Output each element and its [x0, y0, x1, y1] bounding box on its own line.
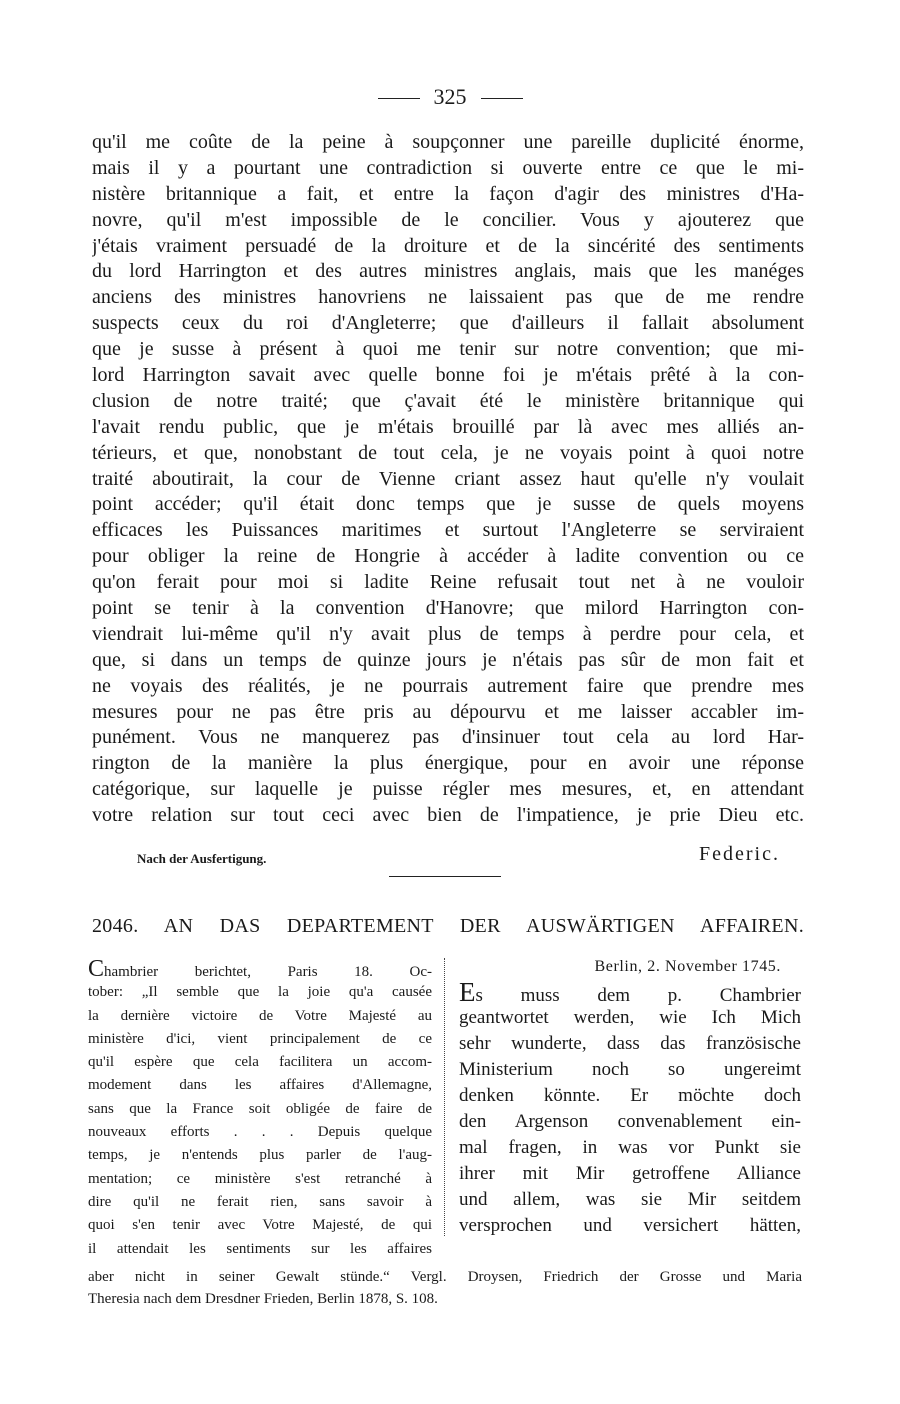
text-line: lord Harrington savait avec quelle bonne foi je m'étais prêté à la con-: [92, 364, 804, 387]
text-line: nistère britannique a fait, et entre la façon d'agir des ministres d'Ha-: [92, 182, 804, 205]
reply-line: Ministerium noch so ungereimt: [459, 1059, 801, 1080]
text-line: efficaces les Puissances maritimes et surtout l'Angleterre se serviraient: [92, 519, 804, 542]
footnote-line: Theresia nach dem Dresdner Frieden, Berlin 1878, S. 108.: [88, 1291, 438, 1307]
source-note: Nach der Ausfertigung.: [137, 851, 267, 866]
summary-line: il attendait les sentiments sur les affaires: [88, 1240, 432, 1257]
page-number-row: [0, 84, 900, 110]
text-line: qu'il me coûte de la peine à soupçonner une pareille duplicité énorme,: [92, 131, 804, 153]
footnote: [88, 1266, 802, 1310]
text-line: l'avait rendu public, que je m'étais brouillé par là avec mes alliés an-: [92, 415, 804, 438]
text-line: térieurs, et que, nonobstant de tout cela, je ne voyais point à quoi notre: [92, 441, 804, 464]
summary-line: la dernière victoire de Votre Majesté au: [88, 1007, 432, 1024]
reply-line: sehr wunderte, dass das französische: [459, 1033, 801, 1054]
text-line: pour obliger la reine de Hongrie à accéder à ladite convention ou ce: [92, 545, 804, 568]
reply-line: und allem, was sie Mir seitdem: [459, 1189, 801, 1210]
reply-line: den Argenson convenablement ein-: [459, 1111, 801, 1132]
text-line: ne voyais des réalités, je ne pourrais autrement faire que prendre mes: [92, 674, 804, 697]
text-line: votre relation sur tout ceci avec bien de l'impatience, je prie Dieu etc.: [92, 804, 804, 827]
summary-line: Chambrier berichtet, Paris 18. Oc-: [88, 958, 432, 982]
dateline: Berlin, 2. November 1745.: [594, 958, 781, 975]
text-line: point se tenir à la convention d'Hanovre; que milord Harrington con-: [92, 597, 804, 620]
page-number: 325: [433, 84, 467, 109]
document-heading: 2046. AN DAS DEPARTEMENT DER AUSWÄRTIGEN AFFAIREN.: [92, 915, 804, 937]
summary-line: quoi s'en tenir avec Votre Majesté, de qui: [88, 1217, 432, 1234]
text-line: viendrait lui-même qu'il n'y avait plus de temps à perdre pour cela, et: [92, 622, 804, 645]
text-line: mesures pour ne pas être pris au dépourvu et me laisser accabler im-: [92, 700, 804, 723]
summary-line: dire qu'il ne ferait rien, sans savoir à: [88, 1193, 432, 1210]
text-line: punément. Vous ne manquerez pas d'insinuer tout cela au lord Har-: [92, 726, 804, 749]
text-line: j'étais vraiment persuadé de la droiture et de la sincérité des sentiments: [92, 234, 804, 257]
reply-line: ihrer mit Mir getroffene Alliance: [459, 1163, 801, 1184]
page-number-dash-left: [378, 98, 420, 99]
text-line: que je susse à présent à quoi me tenir sur notre convention; que mi-: [92, 338, 804, 361]
text-line: suspects ceux du roi d'Angleterre; que d'ailleurs il fallait absolument: [92, 312, 804, 335]
reply-line: Es muss dem p. Chambrier: [459, 979, 801, 1005]
main-letter-text: [92, 130, 804, 829]
reply-line: geantwortet werden, wie Ich Mich: [459, 1007, 801, 1028]
text-line: du lord Harrington et des autres ministres anglais, mais que les manéges: [92, 260, 804, 283]
column-divider: [444, 958, 445, 1236]
text-line: anciens des ministres hanovriens ne laissaient pas que de me rendre: [92, 286, 804, 309]
summary-line: temps, je n'entends plus parler de l'aug-: [88, 1147, 432, 1164]
text-line: que, si dans un temps de quinze jours je n'étais pas sûr de mon fait et: [92, 648, 804, 671]
text-line: qu'on ferait pour moi si ladite Reine refusait tout net à ne vouloir: [92, 571, 804, 594]
reply-column: [459, 955, 801, 1239]
summary-line: ministère d'ici, vient principalement de ce: [88, 1030, 432, 1047]
page-number-dash-right: [481, 98, 523, 99]
signature-row: [137, 843, 780, 873]
report-summary-column: [88, 958, 432, 1261]
summary-line: modement dans les affaires d'Allemagne,: [88, 1077, 432, 1094]
summary-line: nouveaux efforts . . . Depuis quelque: [88, 1124, 432, 1141]
summary-line: qu'il espère que cela facilitera un accom-: [88, 1054, 432, 1071]
reply-line: denken könnte. Er möchte doch: [459, 1085, 801, 1106]
summary-line: tober: „Il semble que la joie qu'a causée: [88, 984, 432, 1001]
summary-line: mentation; ce ministère s'est retranché à: [88, 1170, 432, 1187]
text-line: catégorique, sur laquelle je puisse régler mes mesures, et, en attendant: [92, 778, 804, 801]
summary-line: sans que la France soit obligée de faire de: [88, 1100, 432, 1117]
text-line: novre, qu'il m'est impossible de le concilier. Vous y ajouterez que: [92, 208, 804, 231]
text-line: point accéder; qu'il était donc temps que je susse de quels moyens: [92, 493, 804, 516]
text-line: rington de la manière la plus énergique, pour en avoir une réponse: [92, 752, 804, 775]
text-line: mais il y a pourtant une contradiction si ouverte entre ce que le mi-: [92, 156, 804, 179]
text-line: traité aboutirait, la cour de Vienne criant assez haut qu'elle n'y voulait: [92, 467, 804, 490]
footnote-line: aber nicht in seiner Gewalt stünde.“ Vergl. Droysen, Friedrich der Grosse und Maria: [88, 1269, 802, 1285]
signature-name: Federic.: [699, 843, 780, 865]
reply-line: mal fragen, in was vor Punkt sie: [459, 1137, 801, 1158]
section-separator: [389, 876, 501, 877]
text-line: clusion de notre traité; que ç'avait été le ministère britannique qui: [92, 389, 804, 412]
reply-line: versprochen und versichert hätten,: [459, 1215, 801, 1236]
